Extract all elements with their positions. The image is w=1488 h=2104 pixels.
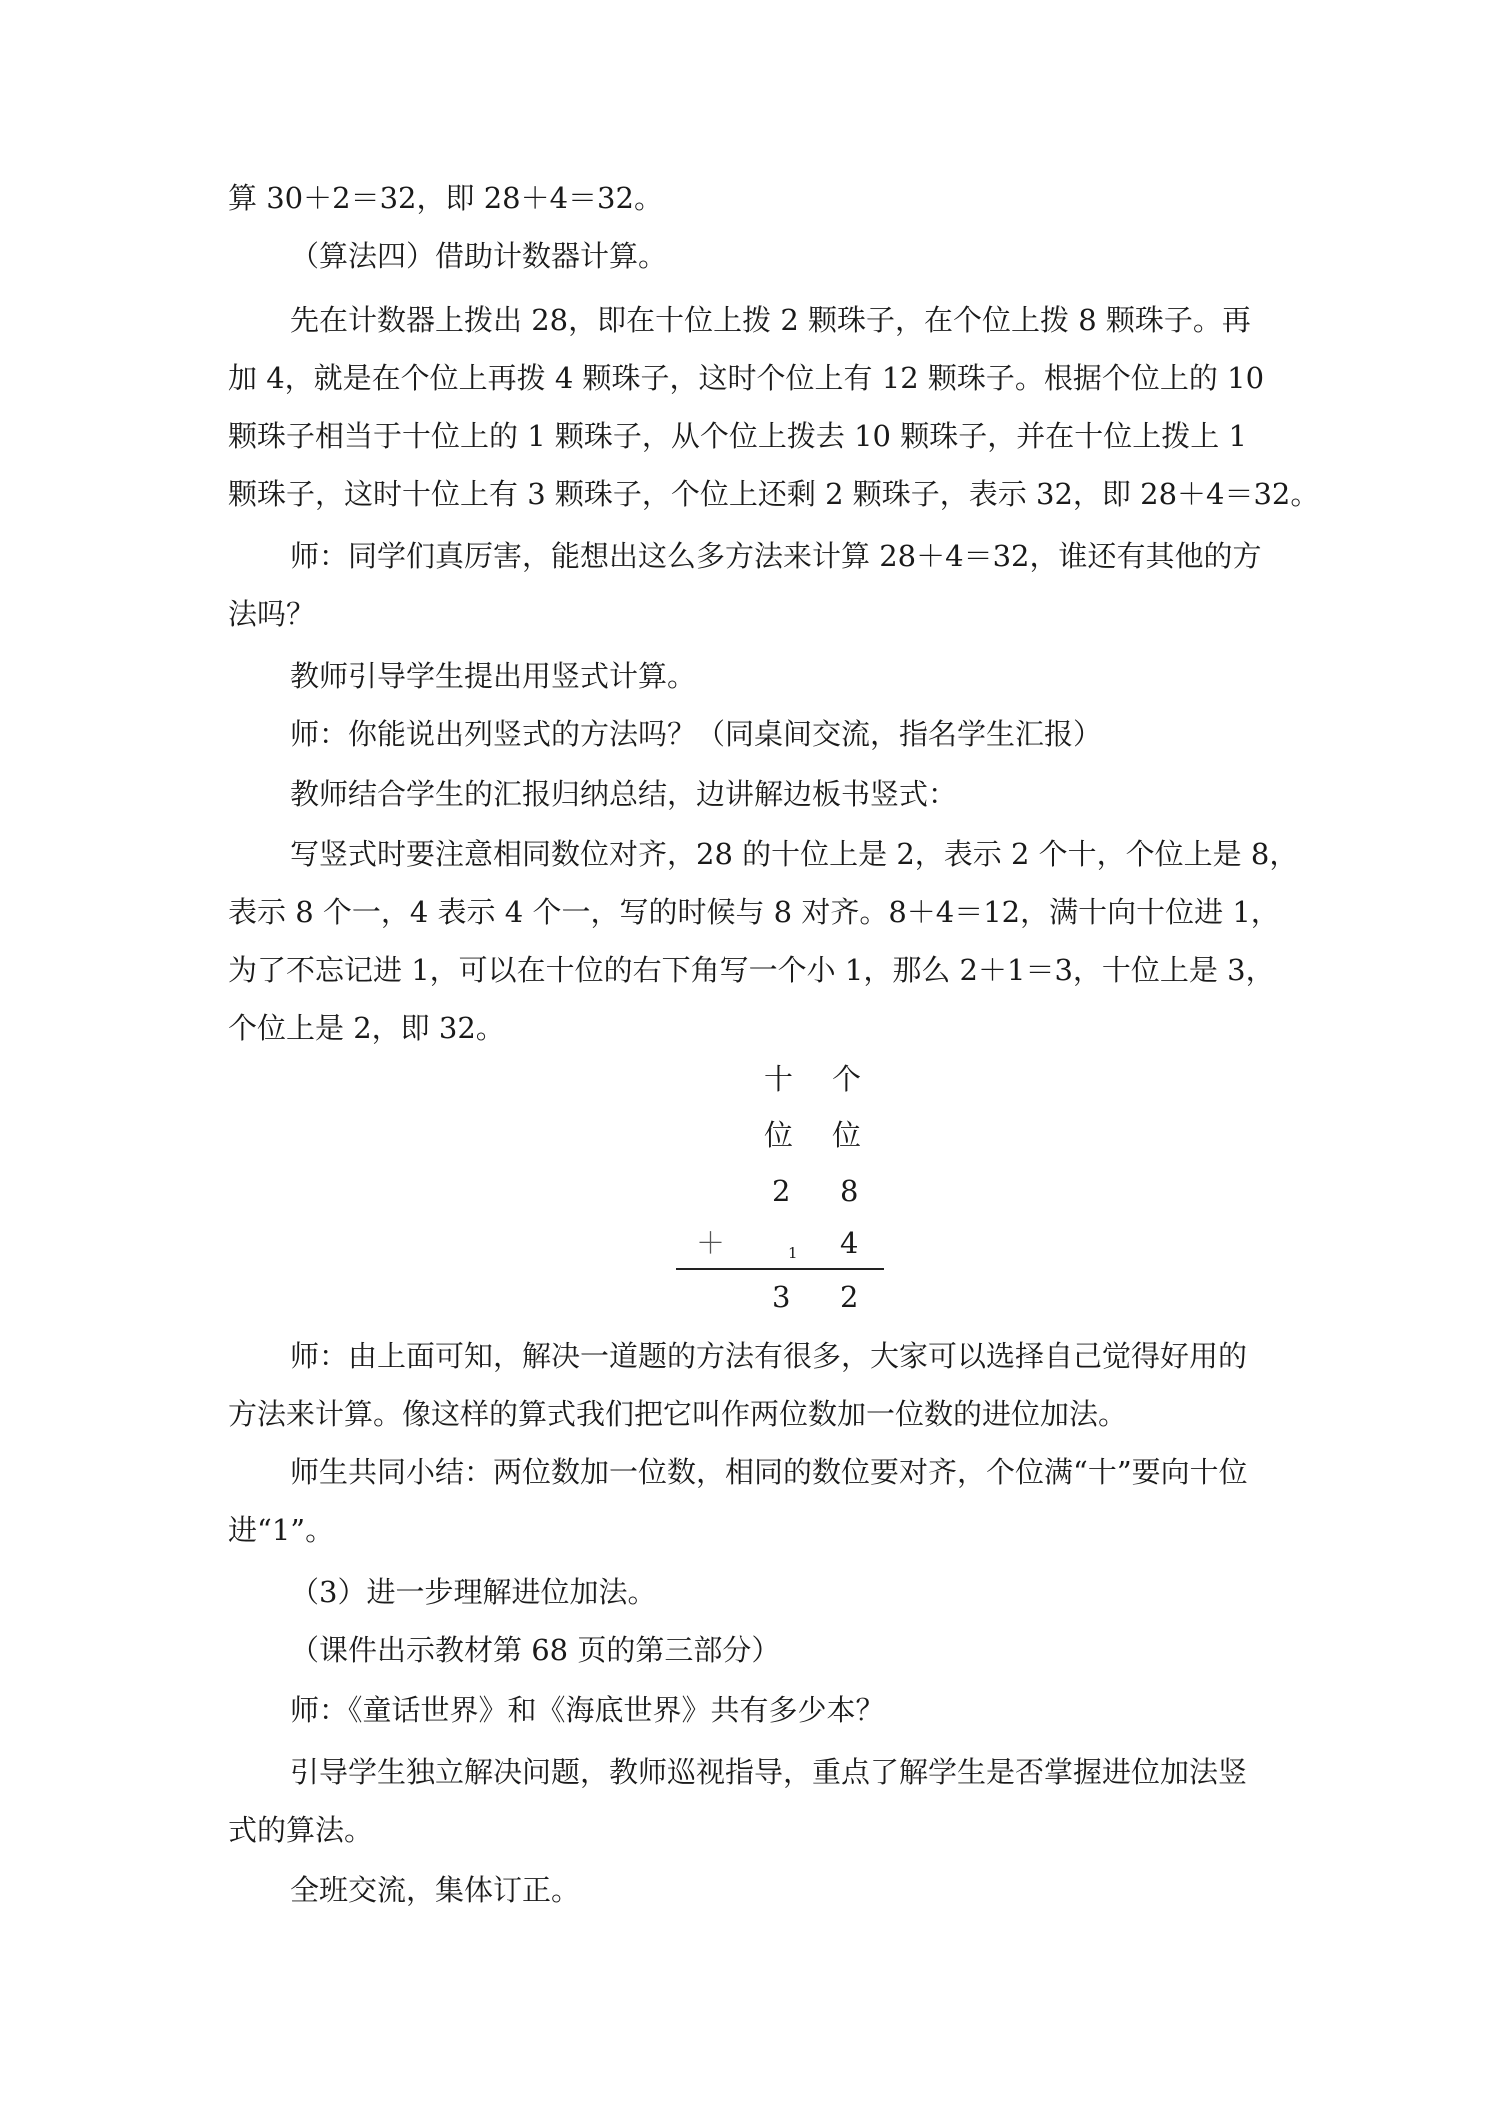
text-line: （课件出示教材第 68 页的第三部分） [290,1633,781,1667]
text-line: 进“1”。 [228,1513,335,1547]
place-ones-char-1: 个 [832,1062,862,1096]
text-line: 师：由上面可知，解决一道题的方法有很多，大家可以选择自己觉得好用的 [290,1339,1248,1373]
text-line: 师生共同小结：两位数加一位数，相同的数位要对齐，个位满“十”要向十位 [290,1455,1248,1489]
text-line: 写竖式时要注意相同数位对齐，28 的十位上是 2，表示 2 个十，个位上是 8， [290,837,1299,871]
text-line: （3）进一步理解进位加法。 [290,1575,657,1609]
text-line: 师：《童话世界》和《海底世界》共有多少本？ [290,1693,885,1727]
result-tens-digit: 3 [772,1280,791,1314]
plus-sign: ＋ [696,1226,726,1260]
carry-digit: 1 [788,1244,798,1262]
text-line: 全班交流，集体订正。 [290,1873,581,1907]
sum-rule [676,1268,884,1270]
text-line: 教师结合学生的汇报归纳总结，边讲解边板书竖式： [290,777,958,811]
text-line: 加 4，就是在个位上再拨 4 颗珠子，这时个位上有 12 颗珠子。根据个位上的 10 [228,361,1265,395]
addend-ones-digit: 4 [840,1226,859,1260]
text-line: （算法四）借助计数器计算。 [290,239,668,273]
text-line: 表示 8 个一，4 表示 4 个一，写的时候与 8 对齐。8＋4＝12，满十向十位进 1， [228,895,1280,929]
place-ones-char-2: 位 [832,1118,862,1152]
place-tens-char-1: 十 [764,1062,794,1096]
text-line: 算 30＋2＝32，即 28＋4＝32。 [228,181,663,215]
top-ones-digit: 8 [840,1174,859,1208]
text-line: 师：同学们真厉害，能想出这么多方法来计算 28＋4＝32，谁还有其他的方 [290,539,1262,573]
text-line: 引导学生独立解决问题，教师巡视指导，重点了解学生是否掌握进位加法竖 [290,1755,1248,1789]
text-line: 颗珠子相当于十位上的 1 颗珠子，从个位上拨去 10 颗珠子，并在十位上拨上 1 [228,419,1247,453]
text-line: 师：你能说出列竖式的方法吗？（同桌间交流，指名学生汇报） [290,717,1103,751]
text-line: 教师引导学生提出用竖式计算。 [290,659,697,693]
text-line: 先在计数器上拨出 28，即在十位上拨 2 颗珠子，在个位上拨 8 颗珠子。再 [290,303,1251,337]
text-line: 法吗？ [228,597,316,631]
text-line: 方法来计算。像这样的算式我们把它叫作两位数加一位数的进位加法。 [228,1397,1128,1431]
place-tens-char-2: 位 [764,1118,794,1152]
text-line: 颗珠子，这时十位上有 3 颗珠子，个位上还剩 2 颗珠子，表示 32，即 28＋4＝32。 [228,477,1320,511]
top-tens-digit: 2 [772,1174,791,1208]
text-line: 个位上是 2，即 32。 [228,1011,505,1045]
vertical-addition [676,1062,896,1322]
text-line: 为了不忘记进 1，可以在十位的右下角写一个小 1，那么 2＋1＝3，十位上是 3， [228,953,1275,987]
result-ones-digit: 2 [840,1280,859,1314]
text-line: 式的算法。 [228,1813,374,1847]
